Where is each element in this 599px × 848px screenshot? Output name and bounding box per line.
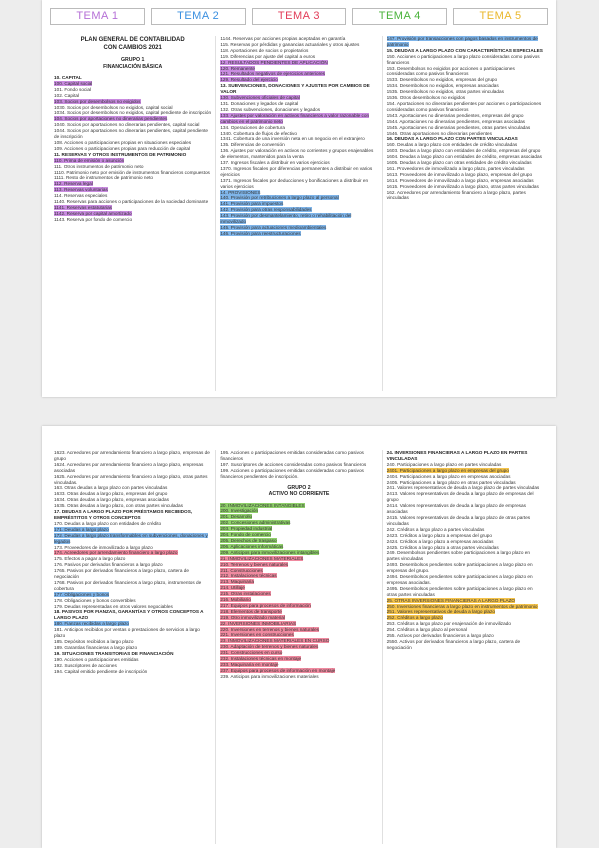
group-heading: GRUPO 1	[120, 57, 145, 63]
highlighted-text: 250. Inversiones financieras a largo plazo en instrumentos de patrimonio	[386, 603, 538, 609]
page-2-columns	[50, 450, 548, 844]
highlighted-text: 232. Instalaciones técnicas en montaje	[220, 656, 302, 662]
account-entry: 101. Fondo social	[54, 86, 92, 92]
highlighted-text: 113. Reservas voluntarias	[54, 187, 108, 193]
highlighted-text: 145. Provisión para actuaciones medioambientales	[220, 225, 327, 230]
account-entry: 185. Depósitos recibidos a largo plazo	[54, 639, 134, 644]
account-entry: 241. Valores representativos de deuda a largo plazo de partes vinculadas	[386, 485, 540, 491]
account-entry: 2550. Activos por derivados financieros a largo plazo, cartera de negociación	[386, 639, 521, 650]
account-entry: 132. Otras subvenciones, donaciones y legados	[220, 106, 321, 112]
highlighted-text: 211. Construcciones	[220, 567, 263, 573]
highlighted-text: 233. Maquinaria en montaje	[220, 662, 279, 667]
highlighted-text: 110. Prima de emisión o asunción	[54, 157, 125, 163]
account-entry: 2423. Créditos a largo plazo a empresas del grupo	[386, 532, 492, 538]
account-entry: 108. Acciones o participaciones propias en situaciones especiales	[54, 139, 192, 145]
page-1-column-1	[50, 36, 215, 391]
highlighted-text: 203. Propiedad industrial	[220, 526, 273, 532]
account-entry: 137. Ingresos fiscales a distribuir en varios ejercicios	[220, 160, 330, 166]
account-entry: 2425. Créditos a largo plazo a otras partes vinculadas	[386, 544, 499, 550]
highlighted-text: 215. Otras instalaciones	[220, 591, 271, 597]
highlighted-text: 212. Instalaciones técnicas	[220, 573, 277, 579]
highlighted-text: 217. Equipos para procesos de información	[220, 602, 311, 608]
account-entry: 1635. Otras deudas a largo plazo, con otras partes vinculadas	[54, 503, 183, 509]
page-2-column-3	[382, 450, 548, 844]
highlighted-text: 214. Utillaje	[220, 585, 245, 591]
account-entry: 194. Capital emitido pendiente de inscripción	[54, 668, 148, 674]
highlighted-text: 100. Capital social	[54, 80, 93, 86]
account-entry: 150. Acciones o participaciones a largo plazo consideradas como pasivos financieros	[386, 53, 540, 65]
highlighted-text: 2401. Participaciones a largo plazo en empresas del grupo	[386, 467, 509, 473]
account-entry: 178. Obligaciones y bonos convertibles	[54, 597, 136, 603]
highlighted-text: 1141. Reservas estatutarias	[54, 204, 113, 210]
highlighted-text: 121. Resultados negativos de ejercicios anteriores	[220, 71, 326, 77]
account-entry: 1603. Deudas a largo plazo con entidades de crédito, empresas del grupo	[386, 148, 541, 154]
page-2-column-1	[50, 450, 215, 844]
highlighted-text: 133. Ajustes por valoración en activos financieros a valor razonable con cambios en el patrimonio neto	[220, 112, 370, 124]
account-entry: 1543. Aportaciones no dinerarias pendientes, empresas del grupo	[386, 112, 524, 118]
highlighted-text: 142. Provisión para otras responsabilidades	[220, 207, 312, 213]
account-entry: 179. Deudas representadas en otros valores negociables	[54, 603, 173, 609]
account-entry: 1040. Socios por aportaciones no dinerarias pendientes, capital social	[54, 122, 200, 128]
account-entry: 1533. Desembolsos no exigidos, empresas del grupo	[386, 77, 498, 83]
highlighted-text: 172. Deudas a largo plazo transformables en subvenciones, donaciones y legados	[54, 532, 208, 544]
highlighted-text: 104. Socios por aportaciones no dinerarias pendientes	[54, 116, 168, 122]
account-section-heading: 13. SUBVENCIONES, DONACIONES Y AJUSTES POR CAMBIOS DE VALOR	[220, 83, 370, 95]
highlighted-text: 23. INMOVILIZACIONES MATERIALES EN CURSO	[220, 638, 330, 644]
account-entry: 2494. Desembolsos pendientes sobre participaciones a largo plazo en empresas asociadas.	[386, 574, 533, 585]
highlighted-text: 206. Aplicaciones informáticas	[220, 543, 284, 549]
highlighted-text: 171. Deudas a largo plazo	[54, 526, 109, 532]
account-entry	[387, 36, 544, 48]
account-entry	[220, 113, 377, 125]
document-title: CON CAMBIOS 2021	[103, 45, 162, 51]
page-1	[42, 0, 556, 397]
highlighted-text: 129. Resultado del ejercicio	[220, 77, 278, 83]
account-entry	[54, 533, 211, 545]
highlighted-text: 143. Provisión por desmantelamiento, retiro o rehabilitación del inmovilizado	[220, 213, 352, 225]
account-entry: 2414. Valores representativos de deuda a largo plazo de empresas asociadas	[386, 503, 526, 515]
highlighted-text: 221. Inversiones en construcciones	[220, 632, 294, 638]
highlighted-text: 204. Fondo de comercio	[220, 532, 271, 538]
account-entry: 1623. Acreedores por arrendamiento financiero a largo plazo, empresas de grupo	[54, 450, 210, 461]
highlighted-text: 202. Concesiones administrativas	[220, 520, 291, 526]
account-entry: 176. Pasivos por derivados financieros a largo plazo	[54, 562, 163, 568]
account-entry: 253. Créditos a largo plazo por enajenación de inmovilizado	[386, 621, 511, 627]
group-heading: GRUPO 2	[287, 484, 311, 491]
account-entry: 102. Capital	[54, 92, 80, 98]
account-entry: 1614. Proveedores de inmovilizado a largo plazo, empresas asociadas	[386, 177, 534, 183]
account-entry: 111. Otros instrumentos de patrimonio neto	[54, 163, 144, 169]
highlighted-text: 120. Remanente	[220, 65, 255, 71]
page-2	[42, 426, 556, 848]
highlighted-text: 219. Otro inmovilizado material	[220, 614, 285, 620]
account-entry: 1544. Aportaciones no dinerarias pendientes, empresas asociadas	[386, 118, 526, 124]
account-entry: 1535. Desembolsos no exigidos, otras partes vinculadas	[386, 89, 504, 95]
account-entry: 162. Acreedores por arrendamiento financiero a largo plazo, partes vinculadas	[386, 189, 526, 201]
highlighted-text: 231. Construcciones en curso	[220, 650, 283, 656]
account-entry: 2424. Créditos a largo plazo a empresas asociadas	[386, 538, 494, 544]
account-entry: 1110. Patrimonio neto por emisión de instrumentos financieros compuestos	[54, 169, 210, 175]
account-section-heading: 19. SITUACIONES TRANSITORIAS DE FINANCIACIÓN	[54, 650, 174, 656]
page-2-column-2	[215, 450, 381, 844]
account-entry: 115. Reservas por pérdidas y ganancias actuariales y otros ajustes	[220, 41, 360, 47]
highlighted-text: 216. Mobiliario	[220, 597, 251, 603]
account-entry: 1546. Otras aportaciones no dinerarias pendientes	[386, 130, 492, 136]
highlighted-text: 103. Socios por desembolsos no exigidos	[54, 98, 141, 104]
account-section-heading: 10. CAPITAL	[54, 75, 82, 80]
account-entry: 1615. Proveedores de inmovilizado a largo plazo, otras partes vinculadas	[386, 183, 539, 189]
highlighted-text: 25. OTRAS INVERSIONES FINANCIERAS A LARGO PLAZO	[386, 597, 516, 603]
account-entry: 2413. Valores representativos de deuda a largo plazo de empresas del grupo	[386, 491, 534, 503]
highlighted-text: 201. Desarrollo	[220, 514, 253, 520]
highlighted-text: 210. Terrenos y bienes naturales	[220, 561, 289, 567]
account-entry: 1111. Resto de instrumentos de patrimonio neto	[54, 175, 154, 181]
highlighted-text: 230. Adaptación de terrenos y bienes naturales	[220, 644, 319, 650]
account-entry: 131. Donaciones y legados de capital	[220, 100, 299, 106]
group-heading: FINANCIACIÓN BÁSICA	[103, 63, 163, 70]
account-entry: 1545. Aportaciones no dinerarias pendientes, otras partes vinculadas	[386, 124, 531, 130]
account-entry: 1044. Socios por aportaciones no dinerarias pendientes, capital pendiente de inscripción	[54, 128, 209, 140]
highlighted-text: 12. RESULTADOS PENDIENTES DE APLICACIÓN	[220, 59, 328, 65]
account-entry: 197. Suscriptores de acciones consideradas como pasivos financieros	[220, 461, 367, 467]
account-entry: 2405. Participaciones a largo plazo en otras partes vinculadas	[386, 479, 516, 485]
highlighted-text: 218. Elementos de transporte	[220, 608, 282, 614]
account-entry: 199. Acciones o participaciones emitidas consideradas como pasivos financieros pendientes de inscripción.	[220, 467, 364, 479]
highlighted-text: 174. Acreedores por arrendamiento financiero a largo plazo	[54, 550, 178, 556]
account-entry: 119. Diferencias por ajuste del capital a euros	[220, 53, 316, 59]
highlighted-text: 220. Inversiones en terrenos y bienes naturales	[220, 626, 320, 632]
account-entry: 1143. Reserva por fondo de comercio	[54, 216, 133, 222]
page-1-column-2	[215, 36, 381, 391]
account-entry: 2493. Desembolsos pendientes sobre participaciones a largo plazo en empresas del grupo.	[386, 562, 533, 574]
group-heading: ACTIVO NO CORRIENTE	[268, 491, 330, 498]
highlighted-text: 251. Valores representativos de deuda a largo plazo	[386, 609, 495, 615]
account-entry: 173. Proveedores de inmovilizado a largo plazo	[54, 544, 153, 550]
account-entry	[220, 213, 377, 225]
tab-tema-4[interactable]: TEMA 4	[352, 8, 447, 25]
page-1-column-3	[382, 36, 548, 391]
tab-tema-2[interactable]: TEMA 2	[151, 8, 246, 25]
account-entry: 189. Garantías financieras a largo plazo	[54, 644, 138, 650]
account-section-heading: 24. INVERSIONES FINANCIERAS A LARGO PLAZO EN PARTES VINCULADAS	[386, 450, 528, 461]
account-entry: 109. Acciones o participaciones propias para reducción de capital	[54, 145, 191, 151]
account-entry: 160. Deudas a largo plazo con entidades de crédito vinculadas	[386, 142, 518, 148]
highlighted-text: 14. PROVISIONES	[220, 189, 261, 195]
account-entry: 136. Ajustes por valoración en activos no corrientes y grupos enajenables de elementos, mantenidos para la venta	[220, 148, 374, 160]
account-entry: 1634. Otras deudas a largo plazo, empresas asociadas	[54, 497, 169, 503]
account-entry: 1030. Socios por desembolsos no exigidos, capital social	[54, 104, 173, 110]
account-section-heading: 16. DEUDAS A LARGO PLAZO CON PARTES VINCULADAS	[386, 136, 518, 142]
account-entry: 2415. Valores representativos de deuda a largo plazo de otras partes vinculadas	[386, 514, 531, 526]
account-entry: 1371. Ingresos fiscales por deducciones y bonificaciones a distribuir en varios ejercicios	[220, 177, 369, 189]
highlighted-text: 146. Provisión para reestructuraciones	[220, 230, 301, 236]
account-entry: 1370. Ingresos fiscales por diferencias permanentes a distribuir en varios ejercicios	[220, 165, 373, 177]
page-1-columns	[50, 36, 548, 391]
highlighted-text: 130. Subvenciones oficiales de capital	[220, 95, 300, 101]
account-section-heading: 18. PASIVOS POR FIANZAS, GARANTÍAS Y OTROS CONCEPTOS A LARGO PLAZO	[54, 609, 204, 621]
account-entry: 1625. Acreedores por arrendamiento financiero a largo plazo, otras partes vinculadas.	[54, 473, 208, 485]
account-entry: 2404. Participaciones a largo plazo en empresas asociadas	[386, 473, 511, 479]
account-entry: 1624. Acreedores por arrendamiento financiero a largo plazo, empresas asociadas	[54, 461, 204, 473]
account-section-heading: 17. DEUDAS A LARGO PLAZO POR PRÉSTAMOS RECIBIDOS, EMPRÉSTITOS Y OTROS CONCEPTOS	[54, 509, 193, 520]
highlighted-text: 213. Maquinaria	[220, 579, 254, 585]
account-entry: 1765. Pasivos por derivados financieros a largo plazo, cartera de negociación	[54, 568, 189, 580]
account-entry: 1633. Otras deudas a largo plazo, empresas del grupo	[54, 491, 168, 497]
account-entry	[220, 231, 377, 237]
highlighted-text: 147. Provisión por transacciones con pagos basados en instrumentos de patrimonio	[386, 36, 538, 47]
account-entry: 1144. Reservas por acciones propias aceptadas en garantía	[220, 36, 346, 41]
account-entry: 154. Aportaciones no dinerarias pendientes por acciones o participaciones consideradas como pasivos financieros	[386, 100, 542, 112]
account-entry: 2495. Desembolsos pendientes sobre participaciones a largo plazo en otras partes vinculadas	[386, 585, 533, 597]
account-entry: 1341. Cobertura de una inversión neta en un negocio en el extranjero	[220, 136, 365, 142]
account-entry: 249. Desembolsos pendientes sobre participaciones a largo plazo en partes vinculadas	[386, 550, 530, 562]
account-entry: 239. Anticipos para inmovilizaciones materiales	[220, 673, 319, 679]
account-entry: 114. Reservas especiales	[54, 193, 108, 199]
highlighted-text: 141. Provisión para impuestos	[220, 201, 284, 207]
account-entry: 1536. Otros desembolsos no exigidos	[386, 95, 466, 101]
account-entry: 1604. Deudas a largo plazo con entidades de crédito, empresas asociadas	[386, 154, 542, 160]
highlighted-text: 180. Fianzas recibidas a largo plazo	[54, 621, 130, 627]
account-entry: 153. Desembolsos no exigidos por acciones o participaciones consideradas como pasivos financieros	[386, 65, 515, 77]
highlighted-text: 200. Investigación	[220, 508, 259, 514]
highlighted-text: 21. INMOVILIZACIONES MATERIALES	[220, 555, 304, 561]
account-entry: 242. Créditos a largo plazo a partes vinculadas	[386, 526, 485, 532]
account-entry: 1613. Proveedores de inmovilizado a largo plazo, empresas del grupo	[386, 171, 533, 177]
tab-tema-3[interactable]: TEMA 3	[252, 8, 347, 25]
account-entry: 1605. Deudas a largo plazo con otras entidades de crédito vinculadas	[386, 160, 532, 166]
highlighted-text: 1142. Reserva por capital amortizado	[54, 210, 132, 216]
tab-tema-1[interactable]: TEMA 1	[50, 8, 145, 25]
account-entry: 1768. Pasivos por derivados financieros a largo plazo, instrumentos de cobertura	[54, 579, 202, 591]
account-entry: 1034. Socios por desembolsos no exigidos, capital pendiente de inscripción	[54, 110, 212, 116]
highlighted-text: 112. Reserva legal	[54, 181, 93, 187]
tab-tema-5[interactable]: TEMA 5	[453, 8, 548, 25]
account-entry: 1340. Cobertura de flujos de efectivo	[220, 130, 297, 136]
account-entry: 240. Participaciones a largo plazo en partes vinculadas	[386, 461, 502, 467]
highlighted-text: 252. Créditos a largo plazo	[386, 615, 443, 621]
account-entry: 134. Operaciones de cobertura	[220, 124, 285, 130]
account-section-heading: 11. RESERVAS Y OTROS INSTRUMENTOS DE PATRIMONIO	[54, 151, 187, 157]
account-entry: 192. Suscriptores de acciones	[54, 662, 117, 668]
account-entry: 1140. Reservas para acciones o participaciones de la sociedad dominante	[54, 199, 209, 205]
highlighted-text: 209. Anticipos para inmovilizaciones intangibles	[220, 549, 320, 555]
account-entry: 255. Activos por derivados financieros a largo plazo	[386, 633, 494, 639]
account-entry: 135. Diferencias de conversión	[220, 142, 285, 148]
tema-tabs	[42, 0, 556, 24]
account-entry: 161. Proveedores de inmovilizado a largo plazo, partes vinculadas	[386, 165, 525, 171]
account-entry: 195. Acciones o participaciones emitidas consideradas como pasivos financieros	[220, 450, 364, 461]
document-title: PLAN GENERAL DE CONTABILIDAD	[80, 37, 185, 43]
account-entry: 181. Anticipos recibidos por ventas o prestaciones de servicios a largo plazo	[54, 627, 200, 639]
account-entry: 170. Deudas a largo plazo con entidades de crédito	[54, 520, 162, 526]
account-entry: 190. Acciones o participaciones emitidas	[54, 656, 139, 662]
highlighted-text: 237. Equipos para procesos de información en montaje	[220, 667, 336, 673]
highlighted-text: 20. INMOVILIZACIONES INTANGIBLES	[220, 502, 305, 508]
account-section-heading: 15. DEUDAS A LARGO PLAZO CON CARACTERÍSTICAS ESPECIALES	[386, 47, 543, 53]
highlighted-text: 205. Derechos de traspaso	[220, 537, 277, 543]
account-entry: 175. Efectos a pagar a largo plazo	[54, 556, 126, 562]
highlighted-text: 140. Provisión por retribuciones a largo plazo al personal	[220, 195, 339, 201]
account-entry: 1534. Desembolsos no exigidos, empresas asociadas	[386, 83, 499, 89]
account-entry: 163. Otras deudas a largo plazo con partes vinculadas	[54, 485, 168, 491]
account-entry: 118. Aportaciones de socios o propietarios	[220, 47, 309, 53]
highlighted-text: 177. Obligaciones y bonos	[54, 591, 110, 597]
account-entry: 254. Créditos a largo plazo al personal	[386, 627, 467, 633]
highlighted-text: 22. INVERSIONES INMOBILIARIAS	[220, 620, 297, 626]
